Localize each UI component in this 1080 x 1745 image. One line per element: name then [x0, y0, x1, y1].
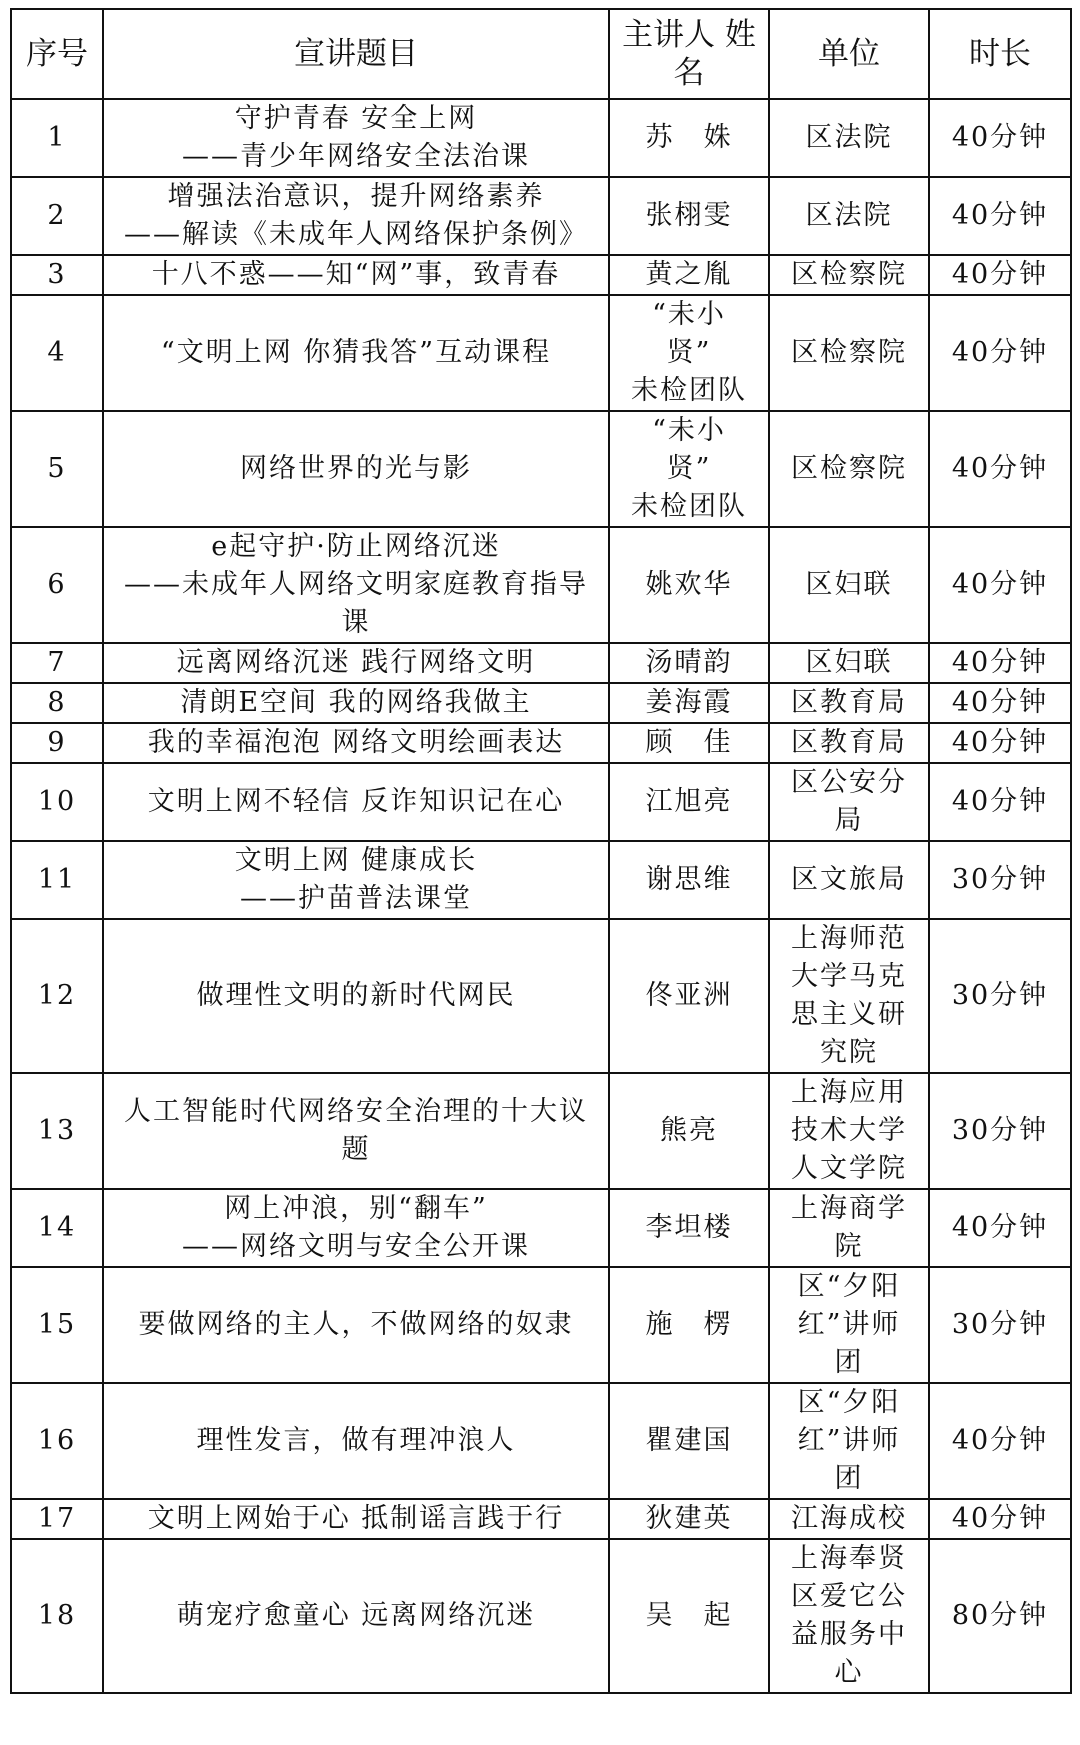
cell-topic-line: “文明上网 你猜我答”互动课程 — [160, 337, 552, 368]
cell-speaker — [609, 643, 769, 683]
lecture-schedule-table — [10, 8, 1072, 1694]
cell-no: 2 — [11, 177, 103, 255]
cell-duration: 40分钟 — [929, 723, 1071, 763]
cell-unit — [769, 411, 929, 527]
cell-topic-line: 课 — [341, 607, 371, 638]
cell-unit — [769, 643, 929, 683]
cell-topic — [103, 295, 609, 411]
cell-unit — [769, 1267, 929, 1383]
cell-topic — [103, 1073, 609, 1189]
cell-topic-line: 文明上网始于心 抵制谣言践于行 — [147, 1503, 565, 1534]
cell-no: 8 — [11, 683, 103, 723]
table-row — [11, 99, 1071, 177]
cell-unit — [769, 1189, 929, 1267]
cell-speaker — [609, 1189, 769, 1267]
table-body — [11, 99, 1071, 1693]
header-speaker-line: 主讲人 — [622, 17, 716, 53]
cell-no: 18 — [11, 1539, 103, 1693]
table-row — [11, 1499, 1071, 1539]
cell-no: 14 — [11, 1189, 103, 1267]
cell-unit-line: 团 — [834, 1463, 864, 1494]
cell-topic-line: e起守护·防止网络沉迷 — [211, 531, 501, 562]
cell-topic — [103, 177, 609, 255]
table-row — [11, 1073, 1071, 1189]
cell-topic-line: 网上冲浪，别“翻车” — [224, 1193, 488, 1224]
cell-topic-line: 要做网络的主人，不做网络的奴隶 — [138, 1309, 574, 1340]
cell-unit-line: 区妇联 — [805, 647, 893, 678]
cell-unit-line: 区爱它公 — [791, 1581, 907, 1612]
cell-speaker-line: 未检团队 — [631, 375, 747, 406]
cell-duration: 40分钟 — [929, 1383, 1071, 1499]
cell-duration: 40分钟 — [929, 177, 1071, 255]
cell-unit-line: 区法院 — [805, 122, 893, 153]
table-row — [11, 1383, 1071, 1499]
cell-topic — [103, 723, 609, 763]
cell-unit-line: 局 — [834, 805, 864, 836]
cell-topic — [103, 763, 609, 841]
cell-speaker — [609, 411, 769, 527]
cell-duration: 80分钟 — [929, 1539, 1071, 1693]
cell-unit — [769, 295, 929, 411]
cell-speaker-line: 姚欢华 — [645, 569, 733, 600]
cell-unit — [769, 1073, 929, 1189]
cell-no: 9 — [11, 723, 103, 763]
cell-topic — [103, 255, 609, 295]
cell-speaker — [609, 1499, 769, 1539]
cell-speaker — [609, 683, 769, 723]
cell-no: 3 — [11, 255, 103, 295]
cell-unit — [769, 763, 929, 841]
table-row — [11, 1189, 1071, 1267]
table-row — [11, 841, 1071, 919]
cell-duration: 40分钟 — [929, 1499, 1071, 1539]
cell-unit-line: 人文学院 — [791, 1153, 907, 1184]
cell-topic-line: 网络世界的光与影 — [240, 453, 472, 484]
table-row — [11, 763, 1071, 841]
cell-speaker-line: 谢思维 — [645, 864, 733, 895]
cell-topic-line: 题 — [341, 1134, 371, 1165]
cell-topic-line: 增强法治意识，提升网络素养 — [167, 181, 545, 212]
cell-unit-line: 区“夕阳 — [797, 1271, 901, 1302]
cell-unit-line: 区检察院 — [791, 337, 907, 368]
document-page — [10, 8, 1070, 1694]
cell-speaker-line: 贤” — [666, 337, 712, 368]
table-row — [11, 177, 1071, 255]
cell-speaker-line: 江旭亮 — [645, 786, 733, 817]
cell-speaker-line: 未检团队 — [631, 491, 747, 522]
header-unit: 单位 — [769, 9, 929, 99]
cell-speaker — [609, 919, 769, 1073]
cell-no: 11 — [11, 841, 103, 919]
cell-speaker — [609, 295, 769, 411]
cell-topic — [103, 1267, 609, 1383]
cell-duration: 40分钟 — [929, 527, 1071, 643]
cell-topic-line: 守护青春 安全上网 — [234, 103, 478, 134]
cell-unit-line: 区文旅局 — [791, 864, 907, 895]
table-row — [11, 255, 1071, 295]
cell-speaker-line: 黄之胤 — [645, 259, 733, 290]
cell-unit — [769, 919, 929, 1073]
cell-speaker — [609, 527, 769, 643]
cell-topic-line: 文明上网 健康成长 — [234, 845, 478, 876]
cell-speaker — [609, 99, 769, 177]
table-row — [11, 683, 1071, 723]
cell-unit-line: 区妇联 — [805, 569, 893, 600]
table-row — [11, 723, 1071, 763]
cell-duration: 40分钟 — [929, 643, 1071, 683]
cell-unit-line: 江海成校 — [791, 1503, 907, 1534]
cell-no: 4 — [11, 295, 103, 411]
cell-unit — [769, 527, 929, 643]
cell-unit-line: 区教育局 — [791, 687, 907, 718]
cell-unit-line: 上海师范 — [791, 923, 907, 954]
cell-duration: 40分钟 — [929, 1189, 1071, 1267]
table-header-row — [11, 9, 1071, 99]
cell-topic-line: ——解读《未成年人网络保护条例》 — [124, 219, 588, 250]
cell-speaker — [609, 1073, 769, 1189]
cell-unit-line: 区公安分 — [791, 767, 907, 798]
cell-topic-line: 做理性文明的新时代网民 — [196, 980, 516, 1011]
cell-no: 13 — [11, 1073, 103, 1189]
cell-no: 10 — [11, 763, 103, 841]
cell-duration: 30分钟 — [929, 919, 1071, 1073]
cell-unit-line: 究院 — [820, 1037, 878, 1068]
cell-topic — [103, 643, 609, 683]
cell-speaker-line: 狄建英 — [645, 1503, 733, 1534]
cell-no: 17 — [11, 1499, 103, 1539]
table-row — [11, 411, 1071, 527]
cell-duration: 30分钟 — [929, 1073, 1071, 1189]
cell-speaker — [609, 763, 769, 841]
cell-duration: 40分钟 — [929, 683, 1071, 723]
cell-unit-line: 心 — [834, 1657, 864, 1688]
table-row — [11, 295, 1071, 411]
cell-no: 15 — [11, 1267, 103, 1383]
cell-topic — [103, 99, 609, 177]
cell-unit-line: 红”讲师 — [797, 1425, 901, 1456]
cell-speaker-line: 瞿建国 — [645, 1425, 733, 1456]
cell-no: 5 — [11, 411, 103, 527]
cell-topic — [103, 919, 609, 1073]
header-no: 序号 — [11, 9, 103, 99]
cell-speaker-line: 苏 姝 — [645, 122, 733, 153]
cell-speaker-line: “未小 — [652, 299, 726, 330]
cell-unit — [769, 841, 929, 919]
cell-unit-line: 上海奉贤 — [791, 1543, 907, 1574]
cell-topic — [103, 1383, 609, 1499]
cell-unit — [769, 1383, 929, 1499]
cell-unit — [769, 1499, 929, 1539]
cell-no: 1 — [11, 99, 103, 177]
table-row — [11, 919, 1071, 1073]
cell-unit-line: 区法院 — [805, 200, 893, 231]
cell-unit — [769, 723, 929, 763]
cell-speaker — [609, 723, 769, 763]
cell-unit — [769, 1539, 929, 1693]
cell-unit-line: 思主义研 — [791, 999, 907, 1030]
cell-duration: 30分钟 — [929, 1267, 1071, 1383]
cell-topic-line: 萌宠疗愈童心 远离网络沉迷 — [176, 1600, 536, 1631]
cell-speaker-line: “未小 — [652, 415, 726, 446]
cell-topic-line: 十八不惑——知“网”事，致青春 — [151, 259, 561, 290]
cell-topic — [103, 683, 609, 723]
table-row — [11, 1267, 1071, 1383]
cell-unit-line: 院 — [834, 1231, 864, 1262]
cell-unit-line: 大学马克 — [791, 961, 907, 992]
table-row — [11, 643, 1071, 683]
cell-unit-line: 红”讲师 — [797, 1309, 901, 1340]
cell-topic — [103, 527, 609, 643]
header-speaker — [609, 9, 769, 99]
cell-no: 7 — [11, 643, 103, 683]
cell-unit — [769, 177, 929, 255]
cell-unit-line: 益服务中 — [791, 1619, 907, 1650]
cell-speaker-line: 施 楞 — [645, 1309, 733, 1340]
cell-speaker-line: 汤晴韵 — [645, 647, 733, 678]
cell-unit-line: 区“夕阳 — [797, 1387, 901, 1418]
table-row — [11, 1539, 1071, 1693]
cell-speaker-line: 贤” — [666, 453, 712, 484]
cell-topic-line: 远离网络沉迷 践行网络文明 — [176, 647, 536, 678]
cell-topic-line: ——护苗普法课堂 — [240, 883, 472, 914]
cell-unit-line: 技术大学 — [791, 1115, 907, 1146]
cell-speaker — [609, 1383, 769, 1499]
cell-speaker-line: 熊亮 — [660, 1115, 718, 1146]
cell-duration: 40分钟 — [929, 411, 1071, 527]
cell-duration: 40分钟 — [929, 255, 1071, 295]
cell-speaker-line: 佟亚洲 — [645, 980, 733, 1011]
cell-unit-line: 上海应用 — [791, 1077, 907, 1108]
cell-topic-line: 我的幸福泡泡 网络文明绘画表达 — [147, 727, 565, 758]
cell-unit-line: 团 — [834, 1347, 864, 1378]
cell-topic — [103, 841, 609, 919]
cell-speaker-line: 吴 起 — [645, 1600, 733, 1631]
cell-topic-line: 清朗E空间 我的网络我做主 — [180, 687, 532, 718]
cell-duration: 40分钟 — [929, 295, 1071, 411]
cell-unit-line: 区检察院 — [791, 259, 907, 290]
cell-unit — [769, 683, 929, 723]
cell-speaker-line: 顾 佳 — [645, 727, 733, 758]
cell-speaker — [609, 1267, 769, 1383]
cell-speaker-line: 姜海霞 — [645, 687, 733, 718]
cell-no: 12 — [11, 919, 103, 1073]
cell-no: 16 — [11, 1383, 103, 1499]
cell-unit-line: 区教育局 — [791, 727, 907, 758]
table-row — [11, 527, 1071, 643]
header-duration: 时长 — [929, 9, 1071, 99]
cell-unit-line: 区检察院 — [791, 453, 907, 484]
cell-unit-line: 上海商学 — [791, 1193, 907, 1224]
cell-topic-line: 理性发言，做有理冲浪人 — [196, 1425, 516, 1456]
cell-duration: 40分钟 — [929, 99, 1071, 177]
header-speaker-line: 姓名 — [673, 17, 756, 91]
cell-duration: 30分钟 — [929, 841, 1071, 919]
cell-topic-line: 人工智能时代网络安全治理的十大议 — [124, 1096, 588, 1127]
cell-topic-line: 文明上网不轻信 反诈知识记在心 — [147, 786, 565, 817]
cell-topic — [103, 411, 609, 527]
cell-topic-line: ——网络文明与安全公开课 — [182, 1231, 530, 1262]
cell-topic — [103, 1189, 609, 1267]
cell-speaker — [609, 177, 769, 255]
cell-topic — [103, 1539, 609, 1693]
cell-unit — [769, 255, 929, 295]
cell-speaker — [609, 841, 769, 919]
cell-duration: 40分钟 — [929, 763, 1071, 841]
cell-topic-line: ——青少年网络安全法治课 — [182, 141, 530, 172]
cell-no: 6 — [11, 527, 103, 643]
cell-topic — [103, 1499, 609, 1539]
cell-speaker — [609, 1539, 769, 1693]
header-topic: 宣讲题目 — [103, 9, 609, 99]
cell-speaker — [609, 255, 769, 295]
cell-speaker-line: 张栩雯 — [645, 200, 733, 231]
cell-unit — [769, 99, 929, 177]
cell-speaker-line: 李坦楼 — [645, 1212, 733, 1243]
cell-topic-line: ——未成年人网络文明家庭教育指导 — [124, 569, 588, 600]
